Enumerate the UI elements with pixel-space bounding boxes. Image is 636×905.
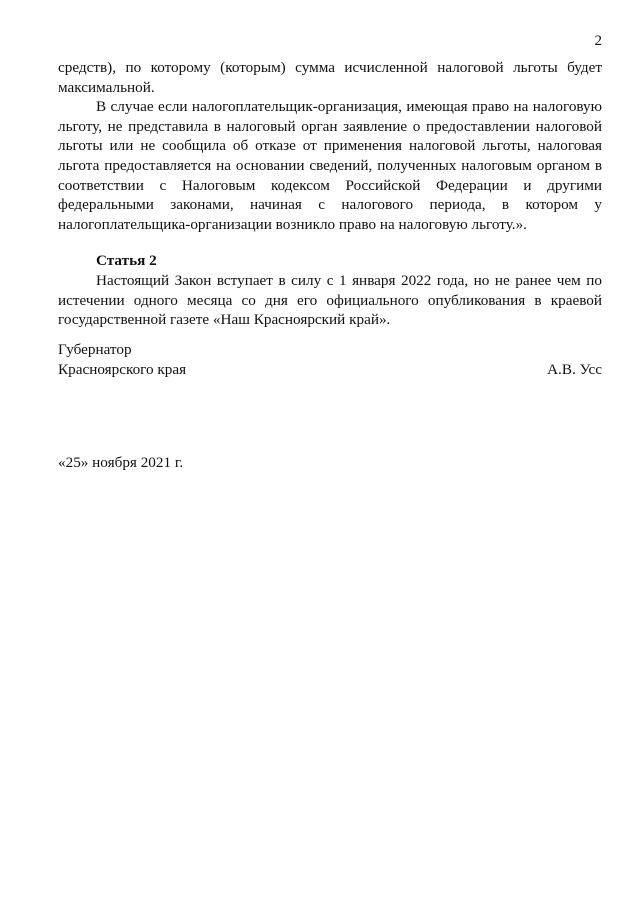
signature-row — [58, 360, 602, 380]
article-2-text: Настоящий Закон вступает в силу с 1 января 2022 года, но не ранее чем по истечении одного месяца со дня его официального опубликования в краевой государственной газете «Наш Красноярский край». — [58, 271, 602, 329]
signatory-name: А.В. Усс — [547, 360, 602, 378]
signature-date: «25» ноября 2021 г. — [58, 454, 184, 471]
signatory-position-line1: Губернатор — [58, 341, 132, 358]
paragraph-tax-benefit: В случае если налогоплательщик-организация, имеющая право на налоговую льготу, не представила в налоговый орган заявление о предоставлении налоговой льготы или не сообщила об отказе от применения налоговой льготы, налоговая льгота предоставляется на основании сведений, полученных налоговым органом в соответствии с Налоговым кодексом Российской Федерации и другими федеральными законами, начиная с налогового периода, в котором у налогоплательщика-организации возникло право на налоговую льготу.». — [58, 98, 602, 233]
signature-block — [58, 340, 602, 379]
article-2-heading: Статья 2 — [96, 252, 157, 270]
paragraph-continuation: средств), по которому (которым) сумма исчисленной налоговой льготы будет максимальной. — [58, 59, 602, 96]
document-body — [58, 58, 602, 330]
page-number: 2 — [594, 33, 602, 49]
signatory-position-line2: Красноярского края — [58, 360, 187, 378]
